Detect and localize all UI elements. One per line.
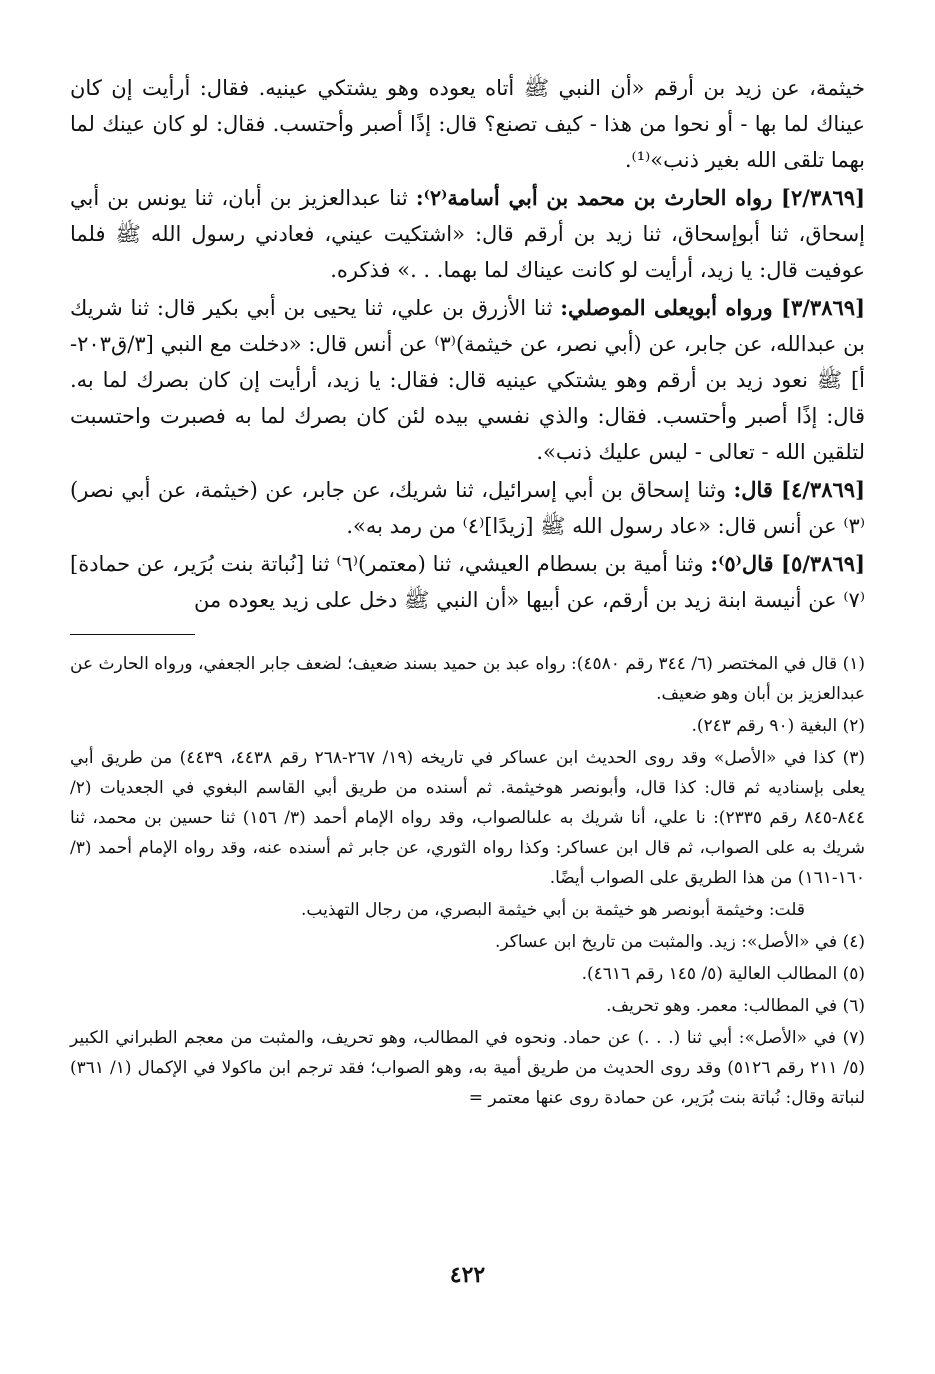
footnotes: [70, 649, 865, 1113]
book-page: [70, 70, 865, 1115]
paragraph-5: [70, 546, 865, 618]
footnote-1: (١) قال في المختصر (٦/ ٣٤٤ رقم ٤٥٨٠): رواه عبد بن حميد بسند ضعيف؛ لضعف جابر الجعفي، ورواه الحارث عن عبدالعزيز بن أبان وهو ضعيف.: [70, 654, 865, 704]
footnote-2: (٢) البغية (٩٠ رقم ٢٤٣).: [691, 716, 865, 736]
footnote-4: (٤) في «الأصل»: زيد. والمثبت من تاريخ ابن عساكر.: [495, 932, 865, 952]
main-text: [70, 70, 865, 618]
hadith-text: وثنا أمية بن بسطام العيشي، ثنا (معتمر)⁽٦⁾ ثنا [نُباتة بنت بُرَير، عن حمادة]⁽٧⁾ عن أنيسة ابنة زيد بن أرقم، عن أبيها «أن النبي ﷺ دخل على زيد يعوده من: [70, 552, 865, 612]
footnote-5: (٥) المطالب العالية (٥/ ١٤٥ رقم ٤٦١٦).: [581, 964, 865, 984]
footnote-6: (٦) في المطالب: معمر. وهو تحريف.: [606, 996, 865, 1016]
paragraph-2: [70, 180, 865, 288]
hadith-reference: [٥/٣٨٦٩] قال⁽٥⁾:: [710, 551, 865, 576]
footnote-separator: [70, 634, 195, 635]
footnote-separator-wrap: [70, 634, 865, 635]
paragraph-4: [70, 472, 865, 544]
hadith-text: ثنا الأزرق بن علي، ثنا يحيى بن أبي بكير قال: ثنا شريك بن عبدالله، عن جابر، عن (أبي نصر، عن خيثمة)⁽٣⁾ عن أنس قال: «دخلت مع النبي [٣/ق٢٠٣-أ] ﷺ نعود زيد بن أرقم وهو يشتكي عينيه قال: فقال: يا زيد، أرأيت إن كان بصرك لما به. قال: إذًا أصبر وأحتسب. فقال: والذي نفسي بيده لئن كان بصرك لما به فصبرت واحتسبت لتلقين الله - تعالى - ليس عليك ذنب».: [70, 296, 866, 464]
hadith-reference: [٢/٣٨٦٩] رواه الحارث بن محمد بن أبي أسامة⁽٢⁾:: [415, 185, 866, 210]
hadith-text: وثنا إسحاق بن أبي إسرائيل، ثنا شريك، عن جابر، عن (خيثمة، عن أبي نصر)⁽٣⁾ عن أنس قال: «عاد رسول الله ﷺ [زيدًا]⁽٤⁾ من رمد به».: [70, 478, 865, 538]
footnote-7: (٧) في «الأصل»: أبي ثنا (. . .) عن حماد. ونحوه في المطالب، وهو تحريف، والمثبت من معجم الطبراني الكبير (٥/ ٢١١ رقم ٥١٢٦) وقد روى الحديث من طريق أمية به، وهو الصواب؛ فقد ترجم ابن ماكولا في الإكمال (١/ ٣٦١) لنباتة وقال: نُباتة بنت بُرَير، عن حمادة روى عنها معتمر =: [70, 1028, 865, 1108]
paragraph-3: [70, 290, 865, 470]
paragraph-1: خيثمة، عن زيد بن أرقم «أن النبي ﷺ أتاه يعوده وهو يشتكي عينيه. فقال: أرأيت إن كان عيناك لما بها - أو نحوا من هذا - كيف تصنع؟ قال: إذًا أصبر وأحتسب. فقال: لو كان عينك لما بهما تلقى الله بغير ذنب»⁽¹⁾.: [70, 76, 865, 172]
hadith-reference: [٣/٣٨٦٩] ورواه أبويعلى الموصلي:: [560, 295, 865, 320]
page-number: ٤٢٢: [449, 1262, 486, 1288]
footnote-3: (٣) كذا في «الأصل» وقد روى الحديث ابن عساكر في تاريخه (١٩/ ٢٦٧-٢٦٨ رقم ٤٤٣٨، ٤٤٣٩) من طريق أبي يعلى بإسناديه ثم قال: كذا قال، وأبونصر هوخيثمة. ثم أسنده من طريق أبي القاسم البغوي في الجعديات (٢/ ٨٤٤-٨٤٥ رقم ٢٣٣٥): نا علي، أنا شريك به علىالصواب، وقد رواه الإمام أحمد (٣/ ١٥٦) ثنا حسين بن محمد، ثنا شريك به على الصواب، ثم قال ابن عساكر: وكذا رواه الثوري، عن جابر ثم أسنده عنه، وقد رواه الإمام أحمد (٣/ ١٦٠-١٦١) من هذا الطريق على الصواب أيضًا.: [70, 748, 866, 888]
hadith-text: ثنا عبدالعزيز بن أبان، ثنا يونس بن أبي إسحاق، ثنا أبوإسحاق، ثنا زيد بن أرقم قال: «اشتكيت عيني، فعادني رسول الله ﷺ فلما عوفيت قال: يا زيد، أرأيت لو كانت عيناك لما بهما. . .» فذكره.: [70, 186, 865, 282]
footnote-3-note: قلت: وخيثمة أبونصر هو خيثمة بن أبي خيثمة البصري، من رجال التهذيب.: [301, 900, 805, 920]
hadith-reference: [٤/٣٨٦٩] قال:: [733, 477, 865, 502]
